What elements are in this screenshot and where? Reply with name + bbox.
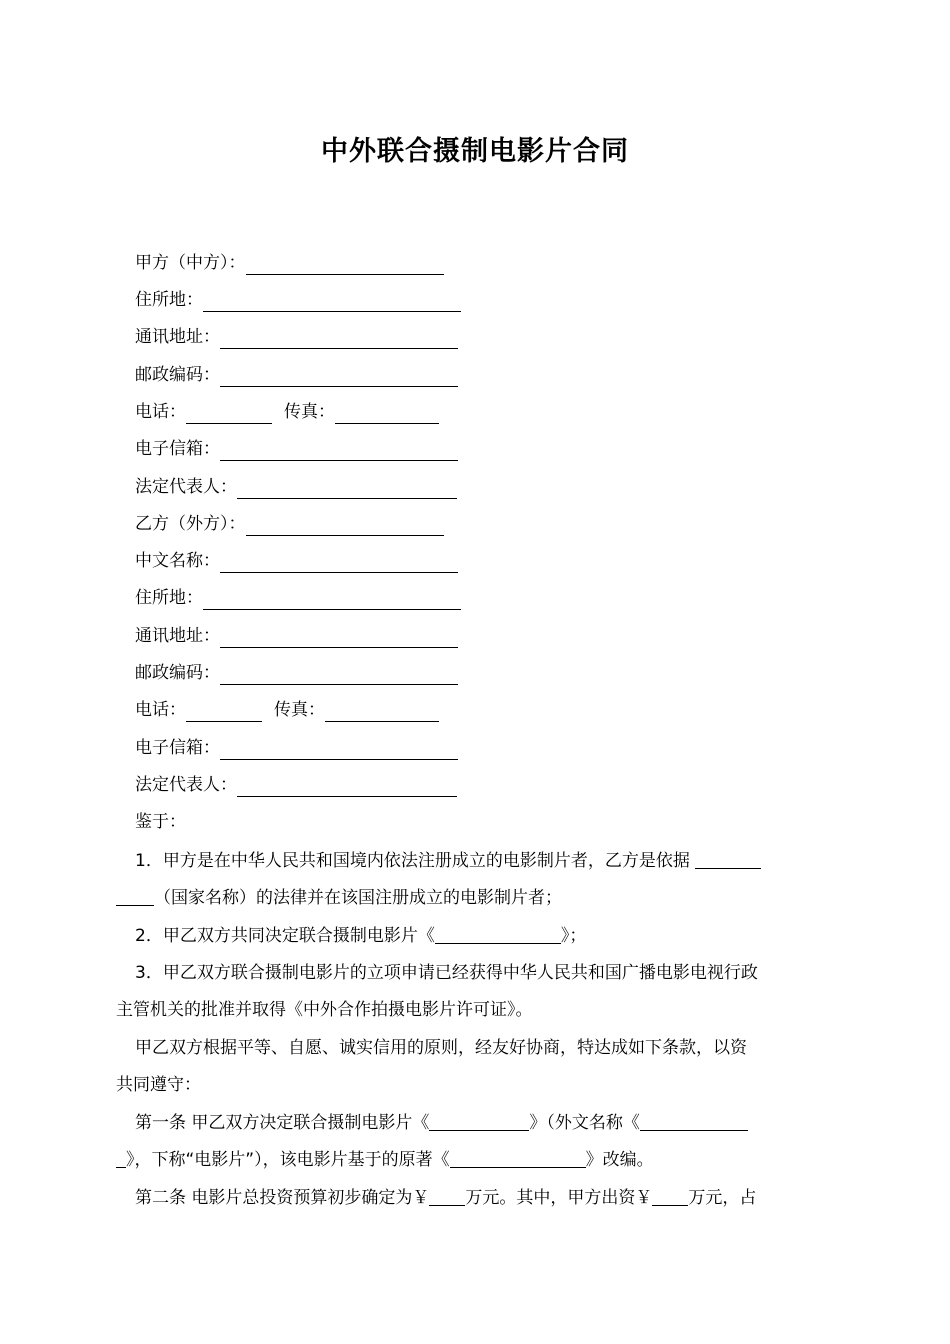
film-title-blank-2[interactable] [429,1112,529,1131]
party-a-address-blank[interactable] [203,293,461,312]
party-b-phone-row [135,695,439,725]
clause-3-line-1: 3．甲乙双方联合摄制电影片的立项申请已经获得中华人民共和国广播电影电视行政 [135,963,758,983]
party-b-email-label: 电子信箱： [135,738,220,758]
party-b-address-blank[interactable] [203,591,461,610]
party-b-fax-label: 传真： [274,700,325,720]
article-1-text-c: 》，下称“电影片”），该电影片基于的原著《 [126,1150,450,1170]
agreement-line-2: 共同遵守： [116,1075,201,1095]
original-work-blank[interactable] [450,1149,586,1168]
party-b-chinese-name-blank[interactable] [220,554,458,573]
clause-1 [116,843,836,917]
article-2-text-b: 万元。其中，甲方出资￥ [465,1188,653,1208]
article-2-text-c: 万元，占 [688,1188,757,1208]
clause-2-text-b: 》； [560,926,587,946]
party-b-mail-blank[interactable] [220,629,458,648]
article-1-text-b: 》（外文名称《 [529,1113,640,1133]
party-a-name-blank[interactable] [246,256,444,275]
party-a-phone-row [135,397,439,427]
party-b-postcode-blank[interactable] [220,666,458,685]
party-a-email-row [135,434,458,464]
clause-1-line-1 [116,843,836,880]
article-1-text-d: 》改编。 [585,1150,654,1170]
party-b-chinese-name-row [135,546,458,576]
party-a-fax-label: 传真： [284,402,335,422]
party-a-postcode-label: 邮政编码： [135,365,220,385]
whereas-label: 鉴于： [135,812,186,832]
party-b-email-row [135,733,458,763]
party-b-phone-blank[interactable] [186,703,262,722]
party-b-mail-label: 通讯地址： [135,626,220,646]
party-a-postcode-blank[interactable] [220,368,458,387]
party-b-legal-rep-blank[interactable] [237,778,457,797]
party-b-postcode-label: 邮政编码： [135,663,220,683]
party-b-heading-row [135,509,444,539]
total-budget-blank[interactable] [429,1187,465,1206]
party-b-address-label: 住所地： [135,588,203,608]
party-a-legal-rep-row [135,472,457,502]
agreement-intro [116,1030,836,1104]
party-a-address-row [135,285,461,315]
party-a-heading: 甲方（中方）： [135,253,246,273]
article-1-text-a: 第一条 甲乙双方决定联合摄制电影片《 [135,1113,430,1133]
clause-1-text-a: 1．甲方是在中华人民共和国境内依法注册成立的电影制片者，乙方是依据 [135,851,696,871]
party-b-heading: 乙方（外方）： [135,514,246,534]
whereas-row [135,807,186,837]
foreign-title-blank-a[interactable] [640,1112,748,1131]
party-a-investment-blank[interactable] [652,1187,688,1206]
party-a-phone-blank[interactable] [186,405,272,424]
article-2-line-1 [116,1180,836,1217]
document-title: 中外联合摄制电影片合同 [321,136,629,167]
clause-2-line [116,918,836,955]
party-b-name-blank[interactable] [246,517,444,536]
party-a-phone-label: 电话： [135,402,186,422]
party-b-phone-label: 电话： [135,700,186,720]
party-a-legal-rep-blank[interactable] [237,480,457,499]
film-title-blank[interactable] [435,925,561,944]
party-b-fax-blank[interactable] [325,703,439,722]
clause-3 [116,955,836,1029]
party-b-email-blank[interactable] [220,741,458,760]
party-a-mail-row [135,322,458,352]
article-1 [116,1105,836,1179]
foreign-title-blank-b[interactable] [116,1149,126,1168]
country-blank-b[interactable] [116,887,154,906]
clause-1-line-2 [116,880,836,917]
country-blank-a[interactable] [695,850,761,869]
article-1-line-1 [116,1105,836,1142]
clause-2 [116,918,836,955]
party-a-address-label: 住所地： [135,290,203,310]
party-b-legal-rep-label: 法定代表人： [135,775,237,795]
clause-1-text-b: （国家名称）的法律并在该国注册成立的电影制片者； [154,888,562,908]
party-a-heading-row [135,248,444,278]
article-1-line-2 [116,1142,836,1179]
party-b-address-row [135,583,461,613]
party-b-postcode-row [135,658,458,688]
party-b-chinese-name-label: 中文名称： [135,551,220,571]
clause-3-line-2: 主管机关的批准并取得《中外合作拍摄电影片许可证》。 [116,1000,533,1020]
agreement-line-1: 甲乙双方根据平等、自愿、诚实信用的原则，经友好协商，特达成如下条款，以资 [135,1038,747,1058]
party-b-legal-rep-row [135,770,457,800]
party-b-mail-row [135,621,458,651]
article-2-text-a: 第二条 电影片总投资预算初步确定为￥ [135,1188,430,1208]
party-a-legal-rep-label: 法定代表人： [135,477,237,497]
article-2 [116,1180,836,1217]
clause-2-text-a: 2．甲乙双方共同决定联合摄制电影片《 [135,926,435,946]
party-a-mail-label: 通讯地址： [135,327,220,347]
party-a-email-blank[interactable] [220,442,458,461]
party-a-postcode-row [135,360,458,390]
party-a-mail-blank[interactable] [220,330,458,349]
party-a-email-label: 电子信箱： [135,439,220,459]
party-a-fax-blank[interactable] [335,405,439,424]
